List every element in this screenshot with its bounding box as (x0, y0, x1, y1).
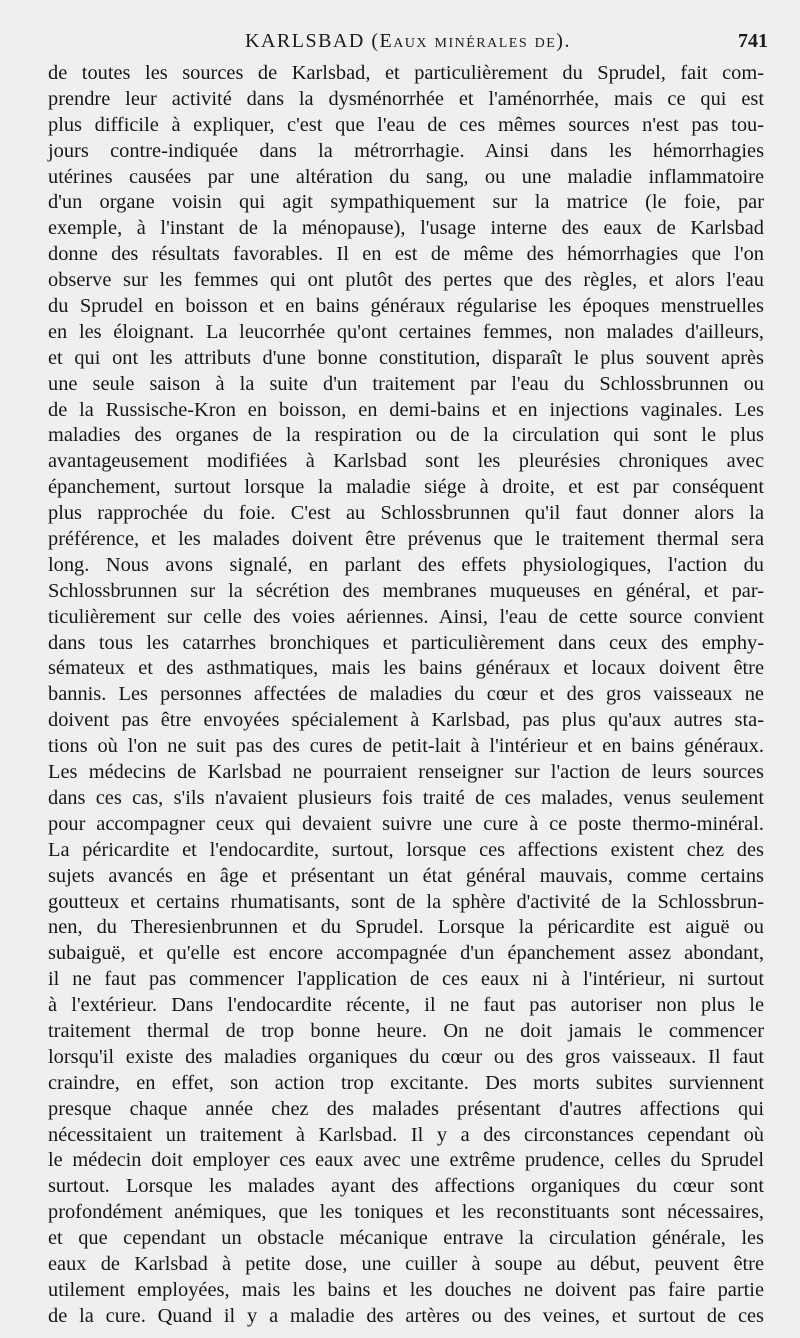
text-line: La péricardite et l'endocardite, surtout, lorsque ces affections existent chez des (48, 838, 764, 861)
text-line: du Sprudel en boisson et en bains généraux régularise les époques menstruelles (48, 295, 764, 318)
text-line: goutteux et certains rhumatisants, sont de la sphère d'activité de la Schlossbrun- (48, 890, 764, 913)
running-title: KARLSBAD (Eaux minérales de). (245, 30, 571, 52)
text-line: Schlossbrunnen sur la sécrétion des membranes muqueuses en général, et par- (48, 579, 764, 602)
body-text (48, 61, 764, 1330)
text-line: plus rapprochée du foie. C'est au Schlossbrunnen qu'il faut donner alors la (48, 502, 764, 525)
text-line: utilement employées, mais les bains et les douches ne doivent pas faire partie (48, 1278, 764, 1301)
text-line: prendre leur activité dans la dysménorrhée et l'aménorrhée, mais ce qui est (48, 87, 764, 110)
text-line: long. Nous avons signalé, en parlant des effets physiologiques, l'action du (48, 553, 764, 576)
text-line: et que cependant un obstacle mécanique entrave la circulation générale, les (48, 1227, 764, 1250)
text-line: observe sur les femmes qui ont plutôt des pertes que des règles, et alors l'eau (48, 269, 764, 292)
text-line: nen, du Theresienbrunnen et du Sprudel. Lorsque la péricardite est aiguë ou (48, 916, 764, 939)
text-line: dans ces cas, s'ils n'avaient plusieurs fois traité de ces malades, venus seulement (48, 786, 764, 809)
text-line: il ne faut pas commencer l'application de ces eaux ni à l'intérieur, ni surtout (48, 968, 764, 991)
text-line: de toutes les sources de Karlsbad, et particulièrement du Sprudel, fait com- (48, 62, 764, 84)
text-line: utérines causées par une altération du sang, ou une maladie inflammatoire (48, 165, 764, 188)
text-line: jours contre-indiquée dans la métrorrhagie. Ainsi dans les hémorrhagies (48, 139, 764, 162)
text-line: Les médecins de Karlsbad ne pourraient renseigner sur l'action de leurs sources (48, 761, 764, 784)
text-line: une seule saison à la suite d'un traitement par l'eau du Schlossbrunnen ou (48, 372, 764, 395)
text-line: de la cure. Quand il y a maladie des artères ou des veines, et surtout de ces (48, 1304, 764, 1327)
text-line: lorsqu'il existe des maladies organiques du cœur ou des gros vaisseaux. Il faut (48, 1045, 764, 1068)
text-line: sémateux et des asthmatiques, mais les bains généraux et locaux doivent être (48, 657, 764, 680)
text-line: surtout. Lorsque les malades ayant des affections organiques du cœur sont (48, 1175, 764, 1198)
text-line: dans tous les catarrhes bronchiques et particulièrement dans ceux des emphy- (48, 631, 764, 654)
text-line: donne des résultats favorables. Il en est de même des hémorrhagies que l'on (48, 243, 764, 266)
text-line: préférence, et les malades doivent être prévenus que le traitement thermal sera (48, 528, 764, 551)
text-line: traitement thermal de trop bonne heure. On ne doit jamais le commencer (48, 1019, 764, 1042)
text-line: pour accompagner ceux qui devaient suivre une cure à ce poste thermo-minéral. (48, 812, 764, 835)
text-line: ticulièrement sur celle des voies aériennes. Ainsi, l'eau de cette source convient (48, 605, 764, 628)
text-line: le médecin doit employer ces eaux avec une extrême prudence, celles du Sprudel (48, 1149, 764, 1172)
page-number: 741 (738, 30, 768, 52)
text-line: maladies des organes de la respiration ou de la circulation qui sont le plus (48, 424, 764, 447)
text-line: épanchement, surtout lorsque la maladie siége à droite, et est par conséquent (48, 476, 764, 499)
text-line: tions où l'on ne suit pas des cures de petit-lait à l'intérieur et en bains généraux. (48, 735, 764, 758)
text-line: d'un organe voisin qui agit sympathiquement sur la matrice (le foie, par (48, 191, 764, 214)
text-line: plus difficile à expliquer, c'est que l'eau de ces mêmes sources n'est pas tou- (48, 113, 764, 136)
text-line: sujets avancés en âge et présentant un état général mauvais, comme certains (48, 864, 764, 887)
text-line: exemple, à l'instant de la ménopause), l'usage interne des eaux de Karlsbad (48, 217, 764, 240)
text-line: subaiguë, et qu'elle est encore accompagnée d'un épanchement assez abondant, (48, 942, 764, 965)
text-line: de la Russische-Kron en boisson, en demi-bains et en injections vaginales. Les (48, 398, 764, 421)
text-line: à l'extérieur. Dans l'endocardite récente, il ne faut pas autoriser non plus le (48, 994, 764, 1017)
text-line: et qui ont les attributs d'une bonne constitution, disparaît le plus souvent après (48, 346, 764, 369)
page-header (48, 30, 768, 60)
text-line: avantageusement modifiées à Karlsbad sont les pleurésies chroniques avec (48, 450, 764, 473)
text-line: presque chaque année chez des malades présentant d'autres affections qui (48, 1097, 764, 1120)
text-line: craindre, en effet, son action trop excitante. Des morts subites surviennent (48, 1071, 764, 1094)
text-line: bannis. Les personnes affectées de maladies du cœur et des gros vaisseaux ne (48, 683, 764, 706)
text-line: profondément anémiques, que les toniques et les reconstituants sont nécessaires, (48, 1201, 764, 1224)
text-line: en les éloignant. La leucorrhée qu'ont certaines femmes, non malades d'ailleurs, (48, 320, 764, 343)
text-line: doivent pas être envoyées spécialement à Karlsbad, pas plus qu'aux autres sta- (48, 709, 764, 732)
text-line: nécessitaient un traitement à Karlsbad. Il y a des circonstances cependant où (48, 1123, 764, 1146)
text-line: eaux de Karlsbad à petite dose, une cuiller à soupe au début, peuvent être (48, 1252, 764, 1275)
